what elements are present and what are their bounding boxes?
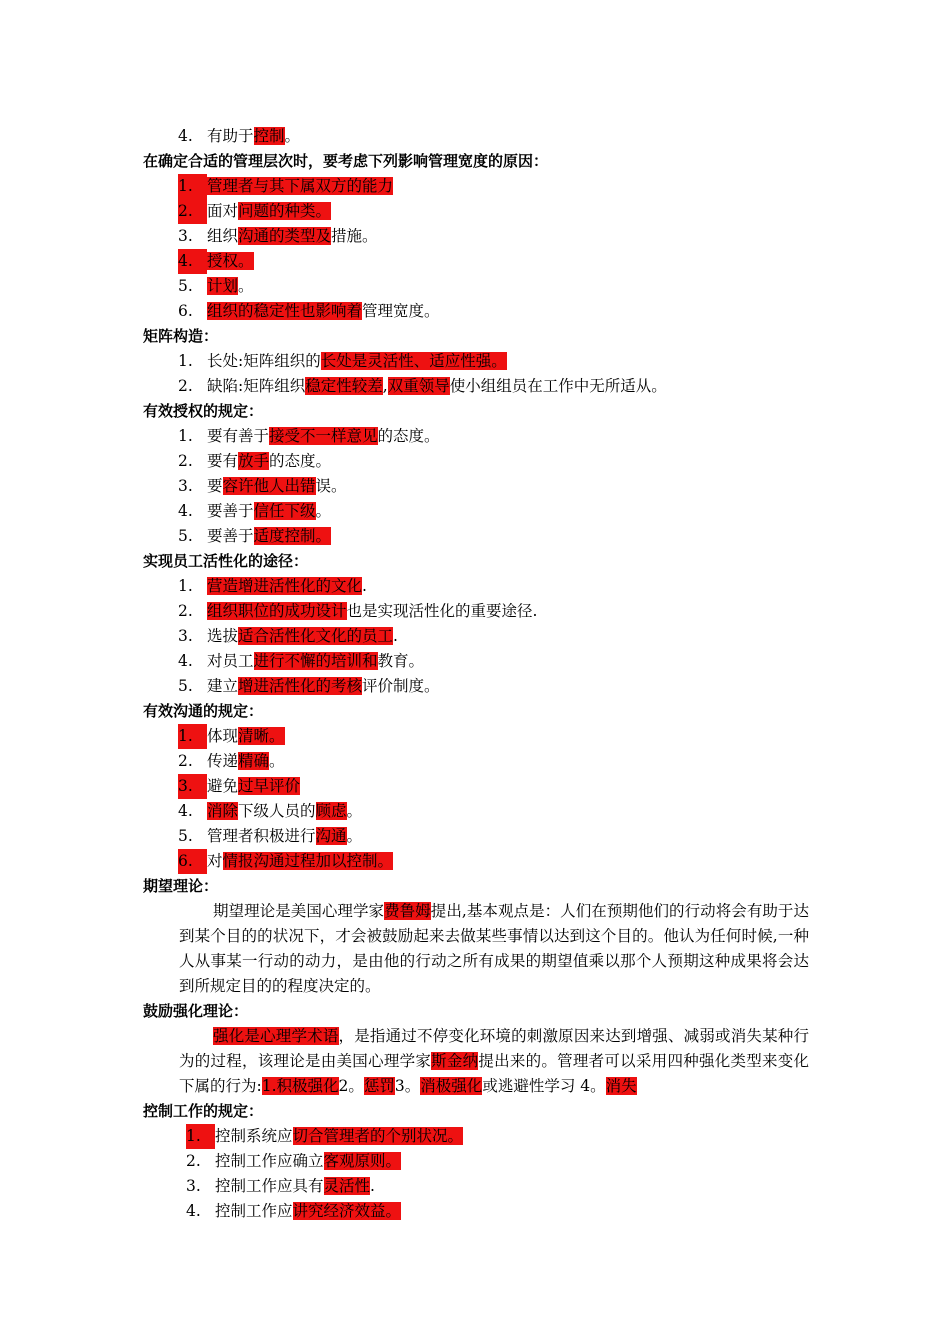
highlighted-text: 适合活性化文化的员工 bbox=[238, 627, 394, 645]
list-number: 1. bbox=[178, 352, 193, 370]
list-number: 4. bbox=[178, 802, 193, 820]
list-number: 1. bbox=[178, 174, 207, 199]
highlighted-text: 信任下级 bbox=[253, 502, 316, 520]
section-heading: 鼓励强化理论： bbox=[143, 1002, 249, 1020]
list-item bbox=[143, 174, 813, 199]
list-item bbox=[143, 474, 813, 499]
highlighted-text: 客观原则。 bbox=[323, 1152, 402, 1170]
list-number: 2. bbox=[178, 452, 193, 470]
text-segment: 使小组组员在工作中无所适从。 bbox=[449, 377, 667, 395]
text-segment: 的态度。 bbox=[269, 452, 332, 470]
text-segment: 要善于 bbox=[207, 502, 254, 520]
text-segment: 。 bbox=[238, 277, 254, 295]
list-item bbox=[143, 649, 813, 674]
highlighted-text: 双重领导 bbox=[387, 377, 450, 395]
list-item bbox=[143, 274, 813, 299]
text-segment: 。 bbox=[346, 802, 363, 820]
highlighted-text: 讲究经济效益。 bbox=[292, 1202, 402, 1220]
list-number: 3. bbox=[178, 774, 207, 799]
highlighted-text: 1.积极强化 bbox=[261, 1077, 339, 1095]
text-segment: 选拔 bbox=[207, 627, 239, 645]
list-number: 4. bbox=[178, 652, 193, 670]
list-item bbox=[143, 224, 813, 249]
highlighted-text: 费鲁姆 bbox=[384, 902, 431, 920]
list-item bbox=[143, 824, 813, 849]
list-item bbox=[143, 499, 813, 524]
text-segment: 措施。 bbox=[331, 227, 378, 245]
highlighted-text: 灵活性 bbox=[323, 1177, 371, 1195]
text-segment: 面对 bbox=[207, 202, 239, 220]
highlighted-text: 放手 bbox=[238, 452, 270, 470]
highlighted-text: 惩罚 bbox=[363, 1077, 395, 1095]
list-item bbox=[143, 674, 813, 699]
text-segment: 也是实现活性化的重要途径. bbox=[346, 602, 538, 620]
paragraph bbox=[143, 899, 809, 999]
text-segment: , bbox=[382, 377, 388, 395]
text-segment: 避免 bbox=[207, 777, 239, 795]
highlighted-text: 消除 bbox=[207, 802, 239, 820]
text-segment: 要有善于 bbox=[207, 427, 270, 445]
highlighted-text: 长处是灵活性、适应性强。 bbox=[320, 352, 507, 370]
list-number: 2. bbox=[178, 377, 193, 395]
highlighted-text: 情报沟通过程加以控制。 bbox=[222, 852, 394, 870]
text-segment: 有助于 bbox=[207, 127, 254, 145]
text-segment: 缺陷:矩阵组织 bbox=[207, 377, 306, 395]
highlighted-text: 管理者与其下属双方的能力 bbox=[207, 177, 394, 195]
section-heading: 实现员工活性化的途径： bbox=[143, 552, 309, 570]
document-body bbox=[143, 124, 813, 1224]
text-segment: ，是指通过不停变化环境的刺激原因来达到增强、减弱或消失某种行为的过程，该理论是由美国心理学家 bbox=[179, 1027, 809, 1070]
highlighted-text: 适度控制。 bbox=[253, 527, 332, 545]
text-segment: 提出,基本观点是：人们在预期他们的行动将会有助于达到某个目的的状况下，才会被鼓励起来去做某些事情以达到这个目的。他认为任何时候,一种人从事某一行动的动力，是由他的行动之所有成果的期望值乘以那个人预期这种成果将会达到所规定目的的程度决定的。 bbox=[179, 902, 809, 995]
list-number: 5. bbox=[178, 827, 193, 845]
list-number: 3. bbox=[178, 627, 193, 645]
list-number: 1. bbox=[178, 724, 207, 749]
highlighted-text: 增进活性化的考核 bbox=[238, 677, 363, 695]
list-number: 4. bbox=[186, 1202, 201, 1220]
list-item bbox=[143, 574, 813, 599]
list-item bbox=[143, 524, 813, 549]
list-item bbox=[143, 624, 813, 649]
text-segment: . bbox=[362, 577, 367, 595]
list-item bbox=[143, 599, 813, 624]
list-item bbox=[143, 799, 813, 824]
list-number: 4. bbox=[178, 502, 193, 520]
list-number: 1. bbox=[178, 427, 193, 445]
text-segment: 控制系统应 bbox=[215, 1127, 293, 1145]
text-segment: 对 bbox=[207, 852, 223, 870]
highlighted-text: 顾虑 bbox=[315, 802, 347, 820]
list-item bbox=[143, 124, 813, 149]
highlighted-text: 稳定性较差 bbox=[305, 377, 383, 395]
text-segment: 教育。 bbox=[377, 652, 425, 670]
highlighted-text: 切合管理者的个别状况。 bbox=[292, 1127, 464, 1145]
highlighted-text: 进行不懈的培训和 bbox=[253, 652, 378, 670]
text-segment: 。 bbox=[284, 127, 301, 145]
list-number: 2. bbox=[178, 199, 207, 224]
section-heading: 在确定合适的管理层次时，要考虑下列影响管理宽度的原因： bbox=[143, 152, 549, 170]
list-item bbox=[143, 199, 813, 224]
list-number: 1. bbox=[186, 1124, 215, 1149]
list-item bbox=[143, 424, 813, 449]
section-heading: 有效沟通的规定： bbox=[143, 702, 264, 720]
list-item bbox=[143, 1149, 813, 1174]
list-number: 2. bbox=[186, 1152, 201, 1170]
highlighted-text: 授权。 bbox=[207, 252, 254, 270]
highlighted-text: 沟通的类型及 bbox=[238, 227, 332, 245]
text-segment: 要善于 bbox=[207, 527, 254, 545]
highlighted-text: 消极强化 bbox=[420, 1077, 483, 1095]
text-segment: 管理者积极进行 bbox=[207, 827, 316, 845]
list-number: 5. bbox=[178, 527, 193, 545]
text-segment: 体现 bbox=[207, 727, 239, 745]
list-number: 4. bbox=[178, 127, 193, 145]
highlighted-text: 营造增进活性化的文化 bbox=[207, 577, 363, 595]
text-segment: 控制工作应具有 bbox=[215, 1177, 324, 1195]
text-segment: 评价制度。 bbox=[362, 677, 440, 695]
text-segment: 或逃避性学习 4。 bbox=[482, 1077, 606, 1095]
list-item bbox=[143, 349, 813, 374]
list-number: 4. bbox=[178, 249, 207, 274]
list-item bbox=[143, 449, 813, 474]
highlighted-text: 斯金纳 bbox=[431, 1052, 479, 1070]
highlighted-text: 精确 bbox=[238, 752, 270, 770]
text-segment: 组织 bbox=[207, 227, 239, 245]
list-item bbox=[143, 849, 813, 874]
list-number: 1. bbox=[178, 577, 193, 595]
text-segment: 长处:矩阵组织的 bbox=[207, 352, 321, 370]
text-segment: 2。 bbox=[338, 1077, 364, 1095]
highlighted-text: 强化是心理学术语 bbox=[213, 1027, 339, 1045]
text-segment: 3。 bbox=[394, 1077, 421, 1095]
text-segment: 控制工作应 bbox=[215, 1202, 293, 1220]
highlighted-text: 问题的种类。 bbox=[238, 202, 332, 220]
text-segment: 期望理论是美国心理学家 bbox=[213, 902, 385, 920]
text-segment: 误。 bbox=[315, 477, 347, 495]
highlighted-text: 计划 bbox=[207, 277, 239, 295]
text-segment: 管理宽度。 bbox=[362, 302, 440, 320]
highlighted-text: 容许他人出错 bbox=[222, 477, 316, 495]
list-number: 6. bbox=[178, 849, 207, 874]
list-number: 2. bbox=[178, 602, 193, 620]
text-segment: 下级人员的 bbox=[238, 802, 316, 820]
list-item bbox=[143, 724, 813, 749]
text-segment: 建立 bbox=[207, 677, 239, 695]
text-segment: . bbox=[370, 1177, 375, 1195]
section-heading: 有效授权的规定： bbox=[143, 402, 264, 420]
list-number: 2. bbox=[178, 752, 193, 770]
list-item bbox=[143, 1199, 813, 1224]
list-item bbox=[143, 1124, 813, 1149]
highlighted-text: 消失 bbox=[605, 1077, 637, 1095]
text-segment: 。 bbox=[315, 502, 332, 520]
highlighted-text: 组织职位的成功设计 bbox=[207, 602, 347, 620]
highlighted-text: 接受不一样意见 bbox=[269, 427, 378, 445]
list-item bbox=[143, 1174, 813, 1199]
list-item bbox=[143, 749, 813, 774]
text-segment: 的态度。 bbox=[377, 427, 440, 445]
section-heading: 期望理论： bbox=[143, 877, 219, 895]
highlighted-text: 控制 bbox=[253, 127, 285, 145]
text-segment: 对员工 bbox=[207, 652, 254, 670]
highlighted-text: 沟通 bbox=[315, 827, 347, 845]
list-number: 3. bbox=[178, 227, 193, 245]
list-number: 5. bbox=[178, 677, 193, 695]
text-segment: 要 bbox=[207, 477, 223, 495]
list-number: 3. bbox=[186, 1177, 201, 1195]
list-item bbox=[143, 374, 813, 399]
text-segment: 。 bbox=[269, 752, 285, 770]
text-segment: 。 bbox=[346, 827, 363, 845]
list-number: 5. bbox=[178, 277, 193, 295]
text-segment: . bbox=[393, 627, 398, 645]
section-heading: 控制工作的规定： bbox=[143, 1102, 264, 1120]
text-segment: 提出来的。管理者可以采用四种强化类型来变化下属的行为: bbox=[179, 1052, 809, 1095]
list-item bbox=[143, 774, 813, 799]
text-segment: 传递 bbox=[207, 752, 239, 770]
list-item bbox=[143, 249, 813, 274]
highlighted-text: 组织的稳定性也影响着 bbox=[207, 302, 363, 320]
list-number: 6. bbox=[178, 302, 193, 320]
section-heading: 矩阵构造： bbox=[143, 327, 219, 345]
text-segment: 要有 bbox=[207, 452, 239, 470]
paragraph bbox=[143, 1024, 809, 1099]
list-item bbox=[143, 299, 813, 324]
highlighted-text: 清晰。 bbox=[238, 727, 285, 745]
list-number: 3. bbox=[178, 477, 193, 495]
text-segment: 控制工作应确立 bbox=[215, 1152, 324, 1170]
highlighted-text: 过早评价 bbox=[238, 777, 301, 795]
